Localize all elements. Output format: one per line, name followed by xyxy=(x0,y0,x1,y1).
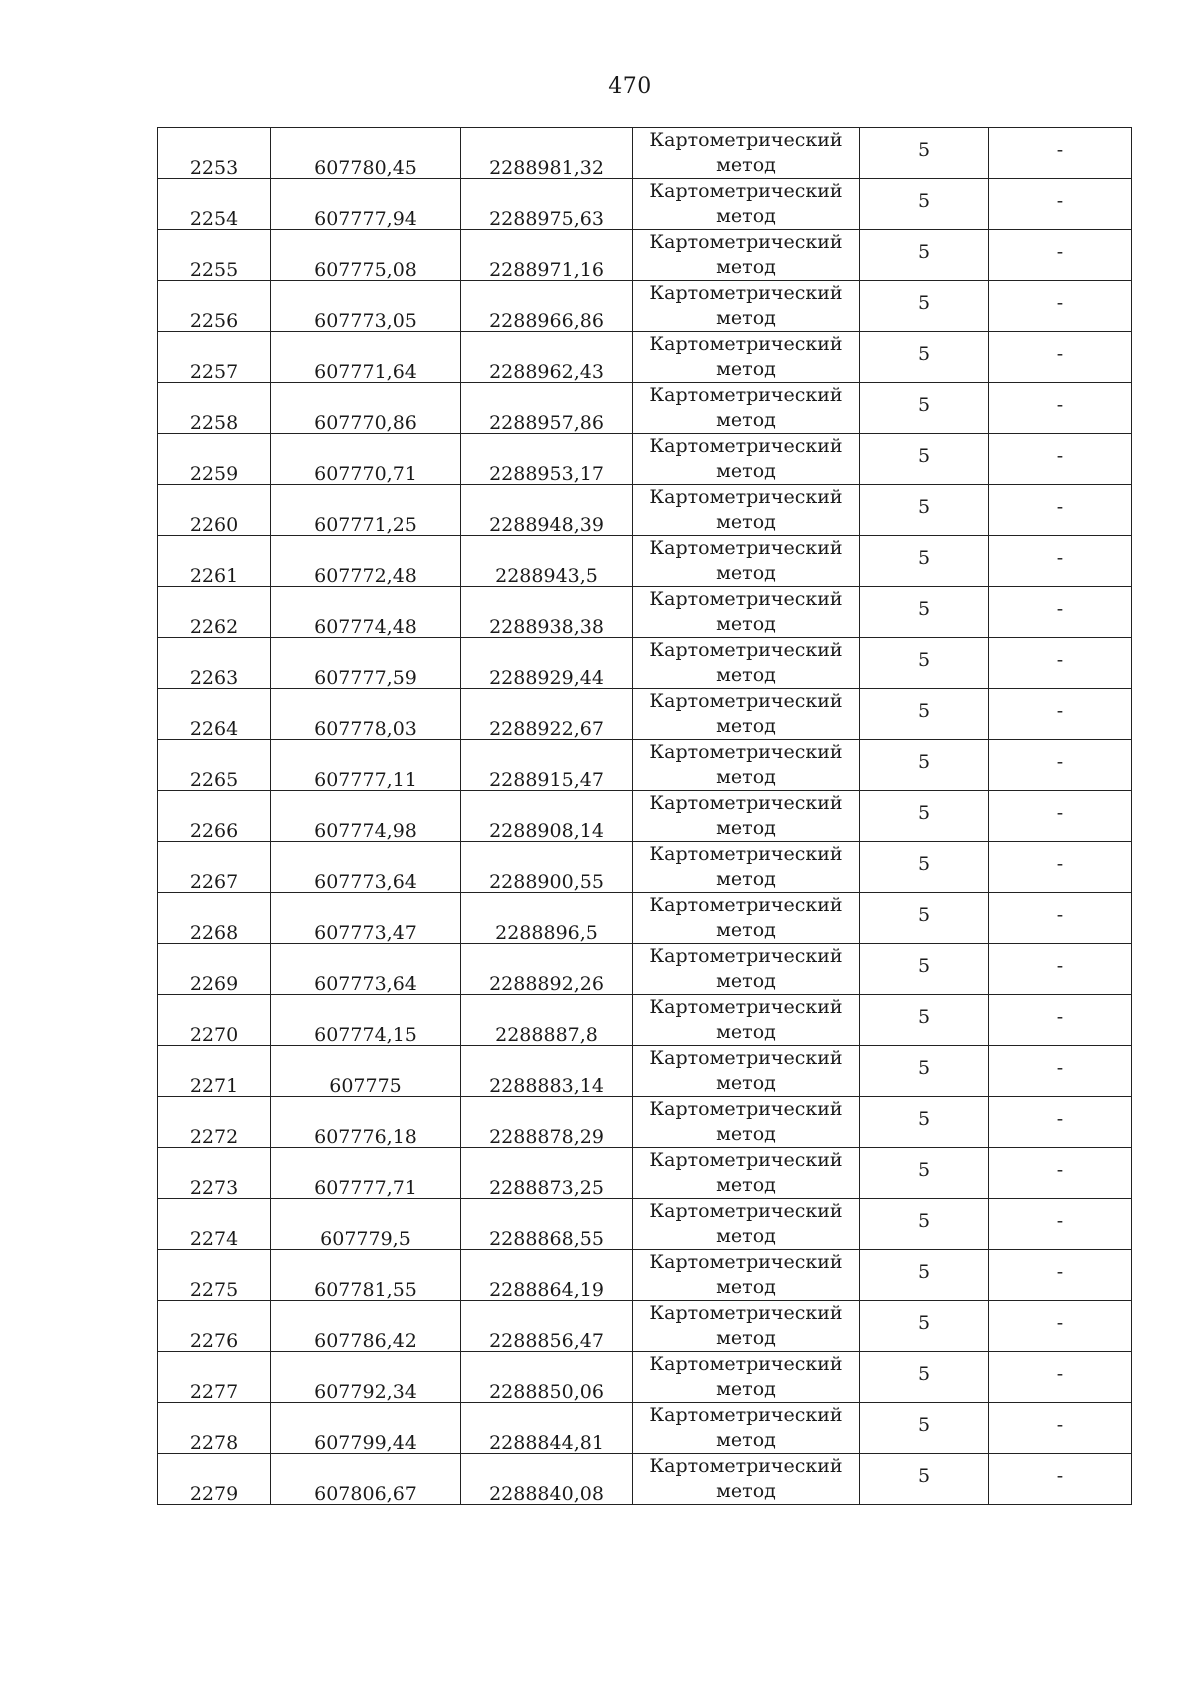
point-number-cell: 2278 xyxy=(158,1403,271,1454)
table-row xyxy=(158,128,1132,179)
x-coordinate-cell: 607773,64 xyxy=(271,842,461,893)
method-cell: Картометрический метод xyxy=(633,230,860,281)
point-number-cell: 2257 xyxy=(158,332,271,383)
accuracy-cell: 5 xyxy=(860,740,989,791)
point-number-cell: 2279 xyxy=(158,1454,271,1505)
y-coordinate-cell: 2288856,47 xyxy=(461,1301,633,1352)
table-row xyxy=(158,281,1132,332)
y-coordinate-cell: 2288868,55 xyxy=(461,1199,633,1250)
table-row xyxy=(158,536,1132,587)
accuracy-cell: 5 xyxy=(860,587,989,638)
accuracy-cell: 5 xyxy=(860,944,989,995)
accuracy-cell: 5 xyxy=(860,1148,989,1199)
point-number-cell: 2258 xyxy=(158,383,271,434)
x-coordinate-cell: 607771,64 xyxy=(271,332,461,383)
y-coordinate-cell: 2288971,16 xyxy=(461,230,633,281)
table-row xyxy=(158,1403,1132,1454)
x-coordinate-cell: 607773,47 xyxy=(271,893,461,944)
table-row xyxy=(158,1097,1132,1148)
y-coordinate-cell: 2288966,86 xyxy=(461,281,633,332)
point-number-cell: 2259 xyxy=(158,434,271,485)
y-coordinate-cell: 2288929,44 xyxy=(461,638,633,689)
point-number-cell: 2263 xyxy=(158,638,271,689)
method-cell: Картометрический метод xyxy=(633,1403,860,1454)
point-number-cell: 2262 xyxy=(158,587,271,638)
note-cell: - xyxy=(989,1403,1132,1454)
point-number-cell: 2272 xyxy=(158,1097,271,1148)
x-coordinate-cell: 607772,48 xyxy=(271,536,461,587)
note-cell: - xyxy=(989,332,1132,383)
method-cell: Картометрический метод xyxy=(633,1301,860,1352)
accuracy-cell: 5 xyxy=(860,1250,989,1301)
x-coordinate-cell: 607775,08 xyxy=(271,230,461,281)
y-coordinate-cell: 2288850,06 xyxy=(461,1352,633,1403)
method-cell: Картометрический метод xyxy=(633,995,860,1046)
y-coordinate-cell: 2288938,38 xyxy=(461,587,633,638)
method-cell: Картометрический метод xyxy=(633,893,860,944)
accuracy-cell: 5 xyxy=(860,536,989,587)
accuracy-cell: 5 xyxy=(860,1403,989,1454)
note-cell: - xyxy=(989,587,1132,638)
table-row xyxy=(158,434,1132,485)
method-cell: Картометрический метод xyxy=(633,332,860,383)
y-coordinate-cell: 2288864,19 xyxy=(461,1250,633,1301)
point-number-cell: 2267 xyxy=(158,842,271,893)
note-cell: - xyxy=(989,281,1132,332)
coordinates-table xyxy=(157,127,1132,1505)
note-cell: - xyxy=(989,536,1132,587)
y-coordinate-cell: 2288943,5 xyxy=(461,536,633,587)
x-coordinate-cell: 607786,42 xyxy=(271,1301,461,1352)
point-number-cell: 2276 xyxy=(158,1301,271,1352)
x-coordinate-cell: 607776,18 xyxy=(271,1097,461,1148)
y-coordinate-cell: 2288922,67 xyxy=(461,689,633,740)
x-coordinate-cell: 607777,59 xyxy=(271,638,461,689)
accuracy-cell: 5 xyxy=(860,842,989,893)
accuracy-cell: 5 xyxy=(860,128,989,179)
table-row xyxy=(158,1199,1132,1250)
point-number-cell: 2268 xyxy=(158,893,271,944)
x-coordinate-cell: 607780,45 xyxy=(271,128,461,179)
table-row xyxy=(158,689,1132,740)
note-cell: - xyxy=(989,842,1132,893)
method-cell: Картометрический метод xyxy=(633,128,860,179)
note-cell: - xyxy=(989,1250,1132,1301)
table-row xyxy=(158,383,1132,434)
y-coordinate-cell: 2288878,29 xyxy=(461,1097,633,1148)
x-coordinate-cell: 607792,34 xyxy=(271,1352,461,1403)
y-coordinate-cell: 2288896,5 xyxy=(461,893,633,944)
method-cell: Картометрический метод xyxy=(633,1454,860,1505)
method-cell: Картометрический метод xyxy=(633,179,860,230)
page-number: 470 xyxy=(608,74,652,99)
point-number-cell: 2261 xyxy=(158,536,271,587)
note-cell: - xyxy=(989,740,1132,791)
table-row xyxy=(158,1352,1132,1403)
accuracy-cell: 5 xyxy=(860,893,989,944)
point-number-cell: 2254 xyxy=(158,179,271,230)
x-coordinate-cell: 607774,15 xyxy=(271,995,461,1046)
accuracy-cell: 5 xyxy=(860,332,989,383)
x-coordinate-cell: 607778,03 xyxy=(271,689,461,740)
note-cell: - xyxy=(989,1301,1132,1352)
x-coordinate-cell: 607799,44 xyxy=(271,1403,461,1454)
y-coordinate-cell: 2288962,43 xyxy=(461,332,633,383)
x-coordinate-cell: 607781,55 xyxy=(271,1250,461,1301)
y-coordinate-cell: 2288908,14 xyxy=(461,791,633,842)
method-cell: Картометрический метод xyxy=(633,1352,860,1403)
table-row xyxy=(158,893,1132,944)
note-cell: - xyxy=(989,995,1132,1046)
y-coordinate-cell: 2288981,32 xyxy=(461,128,633,179)
accuracy-cell: 5 xyxy=(860,281,989,332)
table-row xyxy=(158,485,1132,536)
method-cell: Картометрический метод xyxy=(633,791,860,842)
method-cell: Картометрический метод xyxy=(633,1199,860,1250)
y-coordinate-cell: 2288953,17 xyxy=(461,434,633,485)
point-number-cell: 2253 xyxy=(158,128,271,179)
note-cell: - xyxy=(989,791,1132,842)
accuracy-cell: 5 xyxy=(860,1046,989,1097)
x-coordinate-cell: 607773,05 xyxy=(271,281,461,332)
point-number-cell: 2256 xyxy=(158,281,271,332)
accuracy-cell: 5 xyxy=(860,485,989,536)
accuracy-cell: 5 xyxy=(860,1097,989,1148)
table-row xyxy=(158,842,1132,893)
note-cell: - xyxy=(989,893,1132,944)
method-cell: Картометрический метод xyxy=(633,1148,860,1199)
accuracy-cell: 5 xyxy=(860,638,989,689)
note-cell: - xyxy=(989,1046,1132,1097)
method-cell: Картометрический метод xyxy=(633,1250,860,1301)
point-number-cell: 2275 xyxy=(158,1250,271,1301)
x-coordinate-cell: 607774,48 xyxy=(271,587,461,638)
note-cell: - xyxy=(989,485,1132,536)
note-cell: - xyxy=(989,128,1132,179)
table-row xyxy=(158,1148,1132,1199)
y-coordinate-cell: 2288844,81 xyxy=(461,1403,633,1454)
accuracy-cell: 5 xyxy=(860,791,989,842)
y-coordinate-cell: 2288840,08 xyxy=(461,1454,633,1505)
point-number-cell: 2270 xyxy=(158,995,271,1046)
accuracy-cell: 5 xyxy=(860,1352,989,1403)
table-row xyxy=(158,944,1132,995)
table-row xyxy=(158,1454,1132,1505)
y-coordinate-cell: 2288892,26 xyxy=(461,944,633,995)
point-number-cell: 2260 xyxy=(158,485,271,536)
x-coordinate-cell: 607777,71 xyxy=(271,1148,461,1199)
note-cell: - xyxy=(989,1097,1132,1148)
y-coordinate-cell: 2288873,25 xyxy=(461,1148,633,1199)
y-coordinate-cell: 2288887,8 xyxy=(461,995,633,1046)
method-cell: Картометрический метод xyxy=(633,638,860,689)
note-cell: - xyxy=(989,1199,1132,1250)
table-row xyxy=(158,740,1132,791)
accuracy-cell: 5 xyxy=(860,179,989,230)
x-coordinate-cell: 607770,71 xyxy=(271,434,461,485)
point-number-cell: 2277 xyxy=(158,1352,271,1403)
note-cell: - xyxy=(989,638,1132,689)
y-coordinate-cell: 2288957,86 xyxy=(461,383,633,434)
y-coordinate-cell: 2288900,55 xyxy=(461,842,633,893)
method-cell: Картометрический метод xyxy=(633,1097,860,1148)
table-row xyxy=(158,638,1132,689)
method-cell: Картометрический метод xyxy=(633,740,860,791)
table-row xyxy=(158,230,1132,281)
note-cell: - xyxy=(989,434,1132,485)
point-number-cell: 2264 xyxy=(158,689,271,740)
accuracy-cell: 5 xyxy=(860,1199,989,1250)
x-coordinate-cell: 607777,11 xyxy=(271,740,461,791)
note-cell: - xyxy=(989,1352,1132,1403)
x-coordinate-cell: 607773,64 xyxy=(271,944,461,995)
accuracy-cell: 5 xyxy=(860,1301,989,1352)
point-number-cell: 2266 xyxy=(158,791,271,842)
note-cell: - xyxy=(989,230,1132,281)
accuracy-cell: 5 xyxy=(860,230,989,281)
method-cell: Картометрический метод xyxy=(633,434,860,485)
note-cell: - xyxy=(989,383,1132,434)
y-coordinate-cell: 2288948,39 xyxy=(461,485,633,536)
table-row xyxy=(158,587,1132,638)
point-number-cell: 2274 xyxy=(158,1199,271,1250)
point-number-cell: 2269 xyxy=(158,944,271,995)
table-body xyxy=(158,128,1132,1505)
accuracy-cell: 5 xyxy=(860,995,989,1046)
accuracy-cell: 5 xyxy=(860,689,989,740)
note-cell: - xyxy=(989,1148,1132,1199)
method-cell: Картометрический метод xyxy=(633,485,860,536)
note-cell: - xyxy=(989,944,1132,995)
method-cell: Картометрический метод xyxy=(633,842,860,893)
note-cell: - xyxy=(989,1454,1132,1505)
method-cell: Картометрический метод xyxy=(633,383,860,434)
x-coordinate-cell: 607770,86 xyxy=(271,383,461,434)
y-coordinate-cell: 2288915,47 xyxy=(461,740,633,791)
method-cell: Картометрический метод xyxy=(633,944,860,995)
method-cell: Картометрический метод xyxy=(633,536,860,587)
point-number-cell: 2271 xyxy=(158,1046,271,1097)
table-row xyxy=(158,995,1132,1046)
x-coordinate-cell: 607775 xyxy=(271,1046,461,1097)
method-cell: Картометрический метод xyxy=(633,281,860,332)
accuracy-cell: 5 xyxy=(860,1454,989,1505)
note-cell: - xyxy=(989,179,1132,230)
y-coordinate-cell: 2288883,14 xyxy=(461,1046,633,1097)
x-coordinate-cell: 607771,25 xyxy=(271,485,461,536)
method-cell: Картометрический метод xyxy=(633,587,860,638)
note-cell: - xyxy=(989,689,1132,740)
method-cell: Картометрический метод xyxy=(633,1046,860,1097)
x-coordinate-cell: 607774,98 xyxy=(271,791,461,842)
point-number-cell: 2265 xyxy=(158,740,271,791)
table-row xyxy=(158,332,1132,383)
point-number-cell: 2255 xyxy=(158,230,271,281)
x-coordinate-cell: 607806,67 xyxy=(271,1454,461,1505)
table-row xyxy=(158,1301,1132,1352)
accuracy-cell: 5 xyxy=(860,383,989,434)
table-row xyxy=(158,179,1132,230)
point-number-cell: 2273 xyxy=(158,1148,271,1199)
table-row xyxy=(158,1250,1132,1301)
table-row xyxy=(158,1046,1132,1097)
y-coordinate-cell: 2288975,63 xyxy=(461,179,633,230)
accuracy-cell: 5 xyxy=(860,434,989,485)
method-cell: Картометрический метод xyxy=(633,689,860,740)
x-coordinate-cell: 607779,5 xyxy=(271,1199,461,1250)
table-row xyxy=(158,791,1132,842)
x-coordinate-cell: 607777,94 xyxy=(271,179,461,230)
